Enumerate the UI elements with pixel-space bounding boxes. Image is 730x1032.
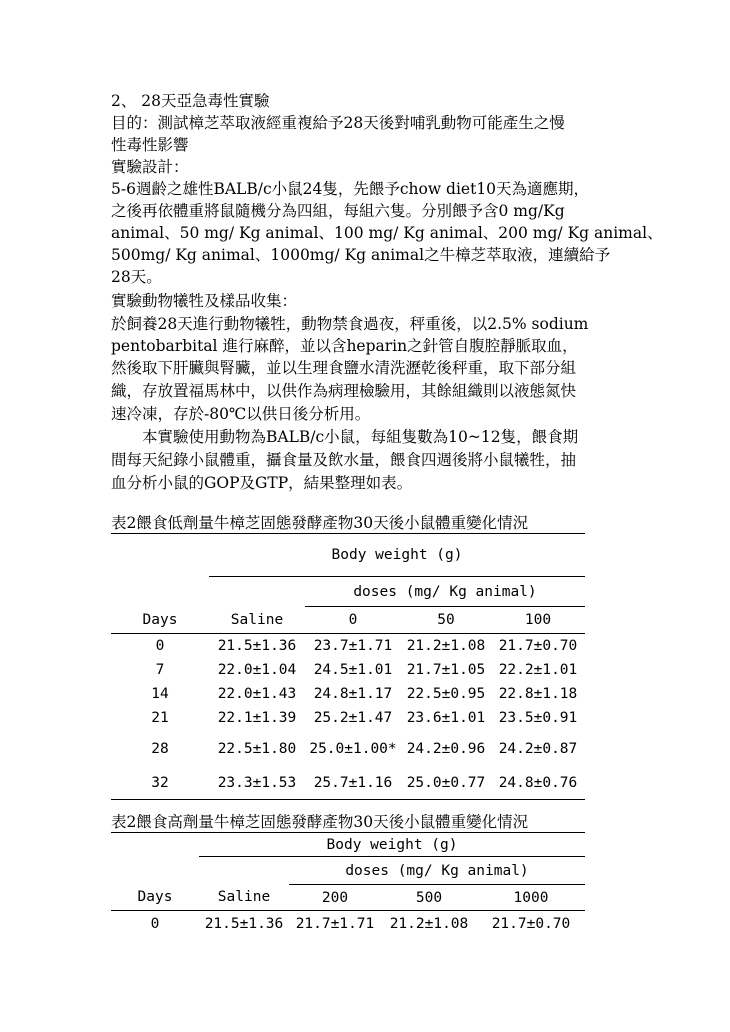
cell: 7 [155, 661, 165, 678]
cell: 25.0±0.77 [401, 768, 491, 800]
paragraph-line: 織，存放置福馬林中，以供作為病理檢驗用，其餘組織則以液態氮快 [111, 382, 577, 400]
dose-header: doses (mg/ Kg animal) [305, 577, 585, 607]
cell: 24.8±0.76 [491, 768, 585, 800]
cell: 21.2±1.08 [389, 915, 469, 932]
cell: 23.5±0.91 [498, 709, 578, 726]
paragraph-line: 血分析小鼠的GOP及GTP，結果整理如表。 [111, 474, 413, 492]
cell: 28 [151, 740, 169, 757]
cell: 24.8±1.17 [313, 685, 393, 702]
table-caption: 表2餵食低劑量牛樟芝固態發酵產物30天後小鼠體重變化情況 [111, 514, 529, 532]
cell: 21.2±1.08 [406, 637, 486, 654]
column-header: Saline [209, 607, 305, 634]
paragraph-line: 間每天紀錄小鼠體重，攝食量及飲水量，餵食四週後將小鼠犧牲，抽 [111, 451, 577, 469]
body-weight-table-high [111, 832, 585, 937]
cell: 25.7±1.16 [305, 768, 401, 800]
group-header: Body weight (g) [199, 833, 585, 857]
column-header: Saline [199, 885, 289, 911]
column-header: 50 [401, 607, 491, 634]
paragraph-line: 28天。 [111, 268, 162, 286]
cell: 25.2±1.47 [313, 709, 393, 726]
cell: 21.5±1.36 [217, 637, 297, 654]
table-row [111, 911, 585, 937]
cell: 25.0±1.00* [309, 740, 397, 757]
paragraph-line: 然後取下肝臟與腎臟，並以生理食鹽水清洗瀝乾後秤重，取下部分組 [111, 359, 577, 377]
column-header: 200 [289, 885, 381, 911]
cell: 21.7±1.05 [406, 661, 486, 678]
cell: 21.7±0.70 [491, 915, 571, 932]
table-caption: 表2餵食高劑量牛樟芝固態發酵產物30天後小鼠體重變化情況 [111, 813, 529, 831]
cell: 21 [151, 709, 169, 726]
cell: 14 [151, 685, 169, 702]
column-header: Days [111, 607, 209, 634]
cell: 24.5±1.01 [313, 661, 393, 678]
cell: 0 [155, 637, 165, 654]
paragraph-line: 實驗動物犧牲及樣品收集： [111, 292, 298, 310]
paragraph-line: 本實驗使用動物為BALB/c小鼠，每組隻數為10~12隻，餵食期 [111, 428, 579, 446]
paragraph-line: 500mg/ Kg animal、1000mg/ Kg animal之牛樟芝萃取液，連續給予 [111, 246, 611, 264]
cell: 22.2±1.01 [498, 661, 578, 678]
cell: 24.2±0.96 [406, 740, 486, 757]
cell: 21.7±1.71 [295, 915, 375, 932]
table-row [111, 682, 585, 706]
cell: 22.1±1.39 [217, 709, 297, 726]
cell: 32 [111, 768, 209, 800]
body-weight-table-low [111, 533, 585, 800]
table-row [111, 768, 585, 800]
cell: 21.7±0.70 [498, 637, 578, 654]
cell: 22.0±1.04 [217, 661, 297, 678]
cell: 22.5±0.95 [406, 685, 486, 702]
paragraph-line: animal、50 mg/ Kg animal、100 mg/ Kg animal、200 mg/ Kg animal、 [111, 224, 663, 242]
cell: 23.7±1.71 [313, 637, 393, 654]
cell: 22.0±1.43 [217, 685, 297, 702]
column-header: Days [111, 885, 199, 911]
paragraph-line: 5-6週齡之雄性BALB/c小鼠24隻，先餵予chow diet10天為適應期， [111, 180, 590, 198]
column-header: 100 [491, 607, 585, 634]
cell: 23.6±1.01 [406, 709, 486, 726]
paragraph-line: 於飼養28天進行動物犧牲，動物禁食過夜，秤重後，以2.5% sodium [111, 315, 589, 333]
dose-header: doses (mg/ Kg animal) [289, 857, 585, 885]
column-header: 0 [305, 607, 401, 634]
table-row [111, 706, 585, 730]
table-row [111, 730, 585, 768]
column-header: 1000 [477, 885, 585, 911]
cell: 21.5±1.36 [204, 915, 284, 932]
table-row [111, 634, 585, 658]
paragraph-line: 實驗設計： [111, 158, 189, 176]
cell: 22.8±1.18 [498, 685, 578, 702]
cell: 0 [150, 915, 160, 932]
paragraph-line: 速冷凍，存於-80℃以供日後分析用。 [111, 405, 371, 423]
table-row [111, 658, 585, 682]
group-header: Body weight (g) [209, 534, 585, 577]
paragraph-line: pentobarbital 進行麻醉，並以含heparin之針管自腹腔靜脈取血， [111, 337, 578, 355]
column-header: 500 [381, 885, 477, 911]
section-heading: 2、 28天亞急毒性實驗 [111, 92, 270, 110]
cell: 24.2±0.87 [498, 740, 578, 757]
cell: 23.3±1.53 [209, 768, 305, 800]
paragraph-line: 性毒性影響 [111, 136, 189, 154]
cell: 22.5±1.80 [217, 740, 297, 757]
paragraph-line: 之後再依體重將鼠隨機分為四組，每組六隻。分別餵予含0 mg/Kg [111, 202, 565, 220]
paragraph-line: 目的：測試樟芝萃取液經重複給予28天後對哺乳動物可能產生之慢 [111, 114, 565, 132]
